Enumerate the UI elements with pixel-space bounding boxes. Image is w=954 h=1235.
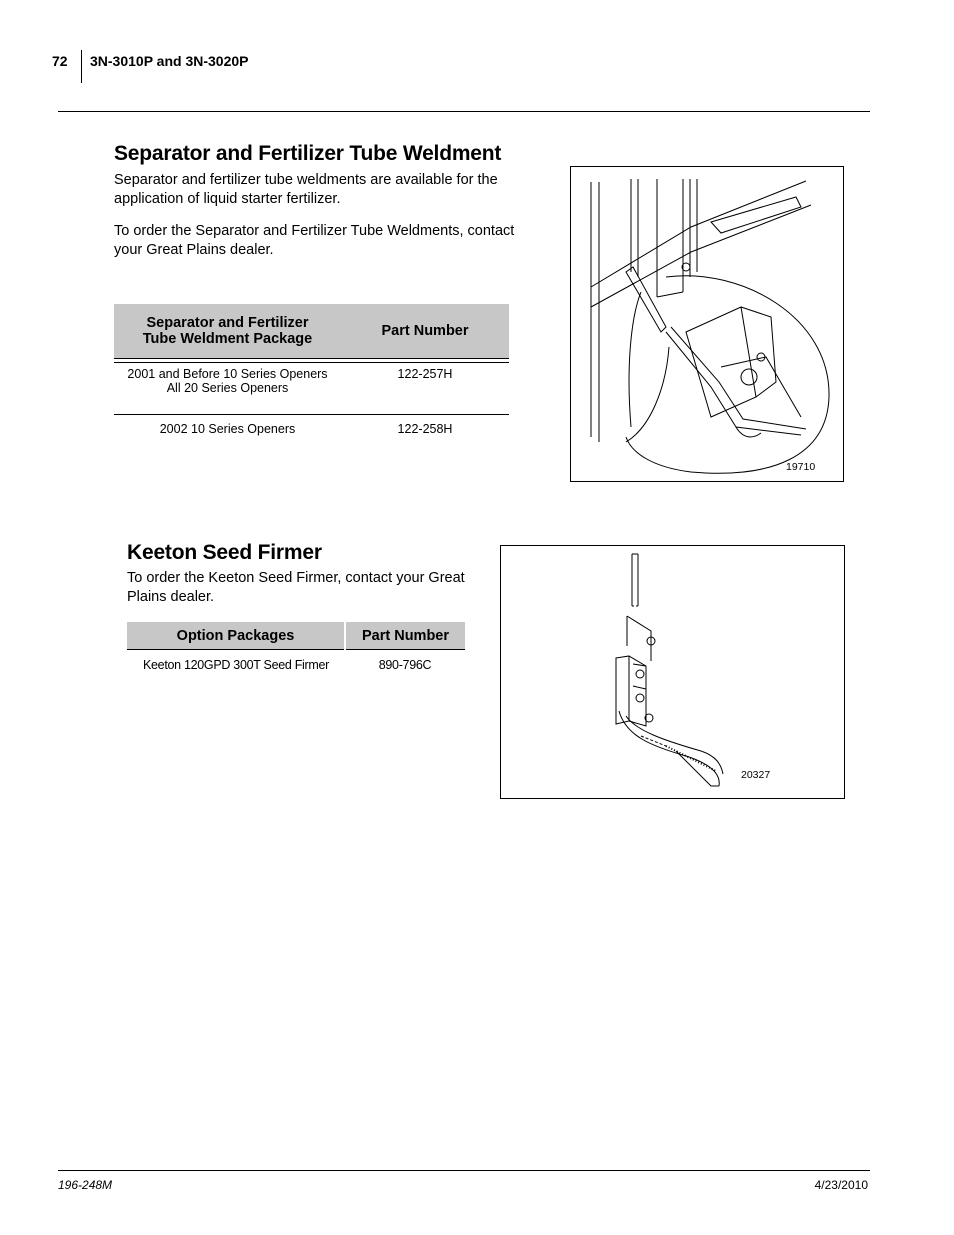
footer-rule — [58, 1170, 870, 1171]
manual-title: 3N-3010P and 3N-3020P — [90, 53, 249, 69]
separator-paragraph-1: Separator and fertilizer tube weldments are available for the application of liquid starter fertilizer. — [114, 172, 498, 207]
separator-illustration — [571, 167, 843, 481]
header-rule — [58, 111, 870, 112]
figure-number: 19710 — [786, 461, 816, 473]
package-cell: 2002 10 Series Openers — [159, 422, 296, 436]
header-divider — [81, 50, 82, 83]
table-header-row — [114, 304, 509, 359]
package-cell: Keeton 120GPD 300T Seed Firmer — [142, 658, 329, 672]
keeton-section-title: Keeton Seed Firmer — [127, 541, 322, 564]
page-number: 72 — [52, 53, 68, 69]
column-header-option-packages: Option Packages — [127, 622, 345, 650]
part-number-cell: 122-257H — [341, 363, 509, 415]
part-number-cell: 122-258H — [397, 422, 453, 436]
keeton-paragraph: To order the Keeton Seed Firmer, contact your Great Plains dealer. — [127, 570, 465, 605]
separator-section-title: Separator and Fertilizer Tube Weldment — [114, 142, 502, 165]
separator-figure — [570, 166, 844, 482]
package-line: All 20 Series Openers — [166, 381, 289, 395]
column-header-line: Tube Weldment Package — [142, 331, 313, 347]
keeton-parts-table — [127, 622, 465, 673]
column-header-part-number: Part Number — [345, 622, 465, 650]
part-number-cell: 890-796C — [378, 658, 432, 672]
keeton-firmer-illustration — [501, 546, 844, 798]
column-header-line: Separator and Fertilizer — [146, 315, 309, 331]
separator-paragraph-2: To order the Separator and Fertilizer Tube Weldments, contact your Great Plains dealer. — [114, 223, 515, 258]
table-row — [114, 363, 509, 415]
column-header-package — [114, 304, 341, 359]
figure-number: 20327 — [741, 769, 771, 781]
revision-date: 4/23/2010 — [814, 1178, 868, 1192]
keeton-figure — [500, 545, 845, 799]
package-line: 2001 and Before 10 Series Openers — [127, 367, 328, 381]
separator-parts-table — [114, 304, 509, 436]
column-header-part-number: Part Number — [341, 304, 509, 359]
table-row — [127, 650, 465, 674]
document-number: 196-248M — [58, 1178, 113, 1192]
table-row — [114, 415, 509, 437]
package-cell — [114, 363, 341, 415]
table-header-row — [127, 622, 465, 650]
